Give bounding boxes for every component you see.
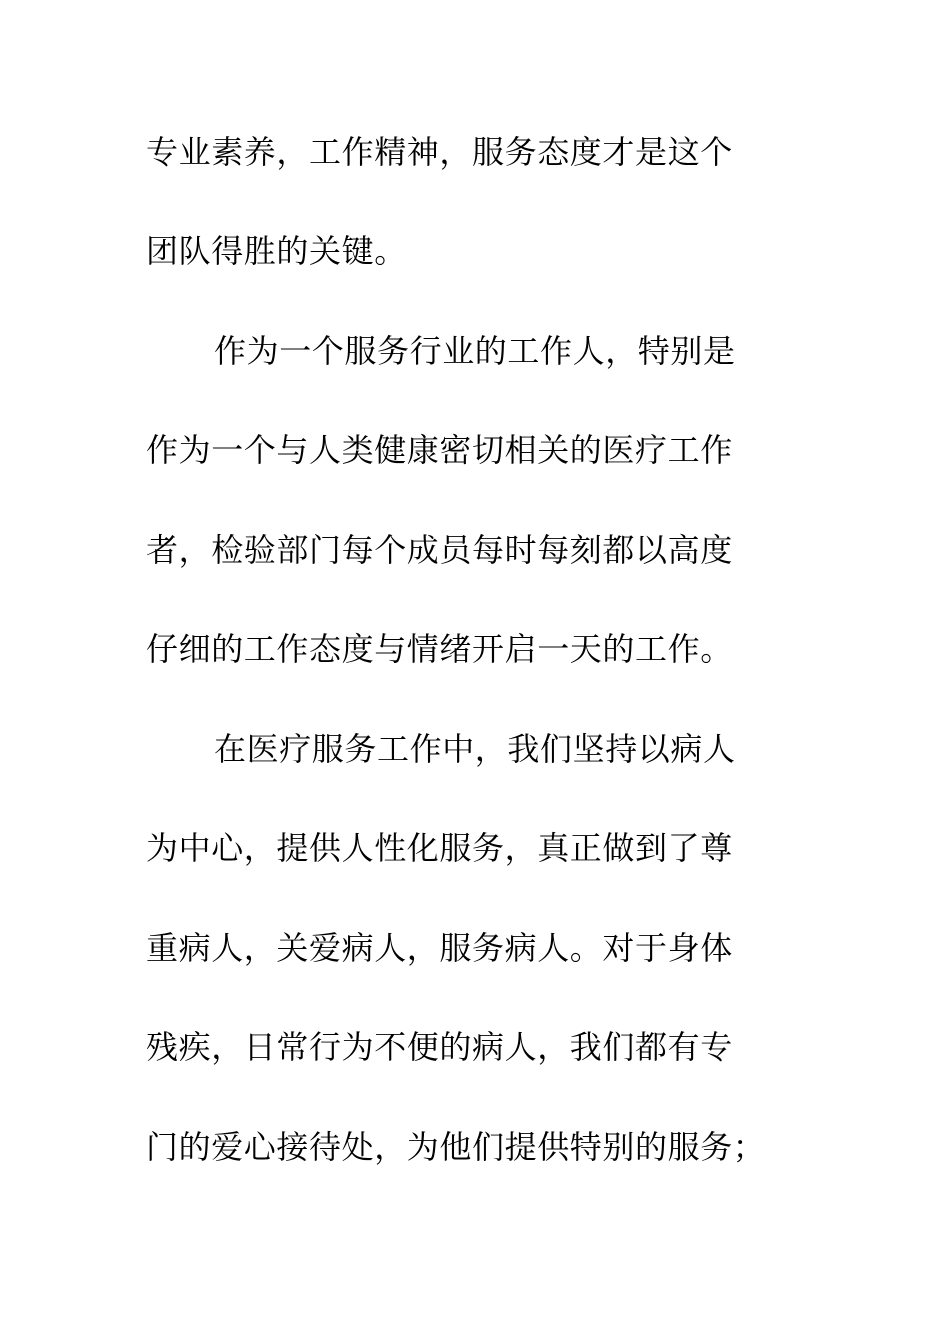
text-line: 为中心，提供人性化服务，真正做到了尊	[146, 829, 733, 867]
paragraph-start-line: 作为一个服务行业的工作人，特别是	[214, 332, 736, 370]
text-line: 门的爱心接待处，为他们提供特别的服务；	[146, 1128, 766, 1166]
text-line: 专业素养，工作精神，服务态度才是这个	[146, 133, 733, 171]
text-line: 者，检验部门每个成员每时每刻都以高度	[146, 531, 733, 569]
text-line: 作为一个与人类健康密切相关的医疗工作	[146, 431, 733, 469]
text-line: 仔细的工作态度与情绪开启一天的工作。	[146, 630, 733, 668]
text-line: 残疾，日常行为不便的病人，我们都有专	[146, 1028, 733, 1066]
text-line: 重病人，关爱病人，服务病人。对于身体	[146, 929, 733, 967]
paragraph-start-line: 在医疗服务工作中，我们坚持以病人	[214, 730, 736, 768]
text-line: 团队得胜的关键。	[146, 232, 407, 270]
